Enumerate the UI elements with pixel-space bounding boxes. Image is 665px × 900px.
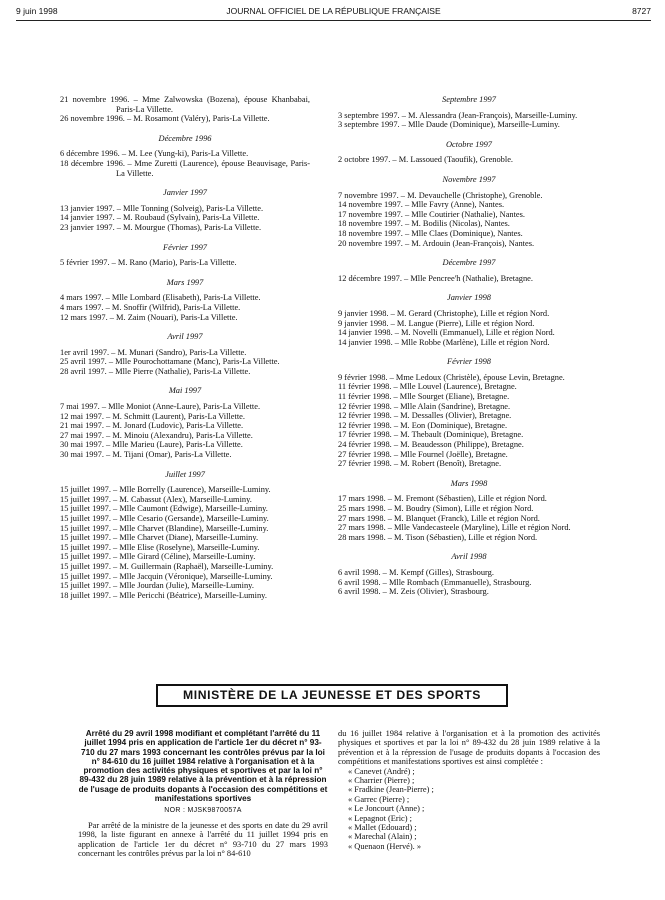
list-entry: 13 janvier 1997. – Mlle Tonning (Solveig), Paris-La Villette.	[60, 203, 264, 213]
arrete-body-left: Par arrêté de la ministre de la jeunesse et des sports en date du 29 avril 1998, la liste figurant en annexe à l'arrêté du 11 juillet 1994 pris en application de l'article 1er du décret n° 93-710 du 27 mars 1993 concernant les contrôles prévus par la loi n° 84-610	[78, 820, 328, 858]
list-entry: 30 mai 1997. – Mlle Marieu (Laure), Paris-La Villette.	[60, 440, 243, 450]
list-entry: 15 juillet 1997. – Mlle Borrelly (Laurence), Marseille-Luminy.	[60, 485, 271, 495]
list-entry: 7 mai 1997. – Mlle Moniot (Anne-Laure), Paris-La Villette.	[60, 402, 261, 412]
list-entry: 25 avril 1997. – Mlle Pourochottamane (Manc), Paris-La Villette.	[60, 357, 280, 367]
header-journal-title: JOURNAL OFFICIEL DE LA RÉPUBLIQUE FRANÇAISE	[226, 6, 441, 16]
list-entry: 15 juillet 1997. – Mlle Charvet (Diane), Marseille-Luminy.	[60, 533, 259, 543]
list-entry: 30 mai 1997. – M. Tijani (Omar), Paris-La Villette.	[60, 450, 232, 460]
month-heading: Février 1997	[163, 242, 207, 252]
list-entry: 6 avril 1998. – Mlle Rombach (Emmanuelle), Strasbourg.	[338, 577, 532, 587]
list-entry: 6 décembre 1996. – M. Lee (Yung-ki), Paris-La Villette.	[60, 149, 249, 159]
list-entry: 15 juillet 1997. – Mlle Jacquin (Véronique), Marseille-Luminy.	[60, 571, 273, 581]
list-entry: 24 février 1998. – M. Beaudesson (Philippe), Bretagne.	[338, 440, 524, 450]
list-entry: 3 septembre 1997. – Mlle Daude (Dominique), Marseille-Luminy.	[338, 120, 560, 130]
list-entry: 14 janvier 1998. – M. Novelli (Emmanuel), Lille et région Nord.	[338, 328, 555, 338]
list-entry: 17 mars 1998. – M. Fremont (Sébastien), Lille et région Nord.	[338, 494, 547, 504]
month-heading: Janvier 1998	[447, 293, 491, 303]
month-heading: Mars 1997	[166, 277, 204, 287]
arrete-list-item: « Canevet (André) ;	[348, 766, 415, 776]
list-entry: 3 septembre 1997. – M. Alessandra (Jean-François), Marseille-Luminy.	[338, 110, 578, 120]
list-entry: 17 février 1998. – M. Thebault (Dominique), Bretagne.	[338, 430, 524, 440]
list-entry: 28 avril 1997. – Mlle Pierre (Nathalie), Paris-La Villette.	[60, 366, 251, 376]
list-entry: 4 mars 1997. – Mlle Lombard (Elisabeth), Paris-La Villette.	[60, 293, 261, 303]
arrete-list-item: « Mallet (Edouard) ;	[348, 823, 417, 833]
arrete-left-block	[78, 729, 328, 858]
list-entry: 12 décembre 1997. – Mlle Pencree'h (Nathalie), Bretagne.	[338, 273, 533, 283]
list-entry: 18 novembre 1997. – M. Bodilis (Nicolas), Nantes.	[338, 219, 510, 229]
month-heading: Avril 1998	[451, 552, 487, 562]
month-heading: Février 1998	[447, 357, 491, 367]
list-entry: 18 décembre 1996. – Mme Zuretti (Laurence), épouse Beauvisage, Paris-La Villette.	[60, 158, 310, 178]
list-entry: 25 mars 1998. – M. Boudry (Simon), Lille et région Nord.	[338, 504, 534, 513]
list-entry: 9 février 1998. – Mme Ledoux (Christèle), épouse Levin, Bretagne.	[338, 372, 565, 382]
list-entry: 14 janvier 1997. – M. Roubaud (Sylvain), Paris-La Villette.	[60, 213, 260, 223]
list-entry: 15 juillet 1997. – M. Cabassut (Alex), Marseille-Luminy.	[60, 494, 252, 504]
list-entry: 23 janvier 1997. – M. Mourgue (Thomas), Paris-La Villette.	[60, 222, 262, 232]
month-heading: Décembre 1996	[158, 133, 212, 143]
list-entry: 15 juillet 1997. – Mlle Jourdan (Julie), Marseille-Luminy.	[60, 581, 254, 591]
right-column	[338, 95, 600, 597]
list-entry: 11 février 1998. – Mlle Sourget (Eliane), Bretagne.	[338, 392, 510, 402]
month-heading: Juillet 1997	[165, 469, 205, 479]
header-date: 9 juin 1998	[16, 6, 58, 16]
list-entry: 15 juillet 1997. – Mlle Caumont (Edwige), Marseille-Luminy.	[60, 504, 268, 514]
month-heading: Mars 1998	[450, 478, 488, 488]
list-entry: 27 mars 1998. – M. Blanquet (Franck), Lille et région Nord.	[338, 513, 540, 523]
list-entry: 15 juillet 1997. – M. Guillermain (Raphaël), Marseille-Luminy.	[60, 561, 274, 571]
header-page-number: 8727	[632, 6, 651, 16]
list-entry: 14 janvier 1998. – Mlle Robbe (Marlène), Lille et région Nord.	[338, 337, 550, 347]
month-heading: Octobre 1997	[446, 139, 492, 149]
arrete-list-item: « Lepagnot (Eric) ;	[348, 813, 412, 823]
arrete-title: Arrêté du 29 avril 1998 modifiant et complétant l'arrêté du 11 juillet 1994 pris en application de l'article 1er du décret n° 93-710 du 27 mars 1993 concernant les contrôles prévus par la loi n° 84-610 du 16 juillet 1984 relative à l'organisation et à la promotion des activités physiques et sportives et par la loi n° 89-432 du 28 juin 1989 relative à la prévention et à la répression de l'usage de produits dopants à l'occasion des compétitions et manifestations sportives	[78, 729, 328, 804]
month-heading: Avril 1997	[167, 332, 203, 342]
list-entry: 27 février 1998. – M. Robert (Benoît), Bretagne.	[338, 459, 502, 469]
page-header	[16, 6, 651, 20]
list-entry: 12 février 1998. – Mlle Alain (Sandrine), Bretagne.	[338, 401, 511, 411]
list-entry: 9 janvier 1998. – M. Langue (Pierre), Lille et région Nord.	[338, 318, 535, 328]
arrete-list-item: « Fradkine (Jean-Pierre) ;	[348, 785, 434, 795]
month-heading: Septembre 1997	[442, 95, 496, 104]
arrete-name-list	[338, 767, 600, 852]
header-rule	[16, 20, 651, 21]
month-heading: Janvier 1997	[163, 188, 207, 198]
list-entry: 5 février 1997. – M. Rano (Mario), Paris-La Villette.	[60, 258, 237, 268]
arrete-list-item: « Charrier (Pierre) ;	[348, 776, 415, 786]
arrete-right-block	[338, 729, 600, 851]
list-entry: 15 juillet 1997. – Mlle Cesario (Gersande), Marseille-Luminy.	[60, 514, 269, 523]
list-entry: 21 mai 1997. – M. Jonard (Ludovic), Paris-La Villette.	[60, 421, 244, 431]
list-entry: 15 juillet 1997. – Mlle Charvet (Blandine), Marseille-Luminy.	[60, 523, 269, 533]
list-entry: 12 février 1998. – M. Dessalles (Olivier), Bretagne.	[338, 411, 512, 421]
arrete-nor: NOR : MJSK9870057A	[164, 807, 242, 815]
list-entry: 15 juillet 1997. – Mlle Elise (Roselyne), Marseille-Luminy.	[60, 542, 260, 552]
arrete-list-item: « Le Joncourt (Anne) ;	[348, 804, 425, 814]
list-entry: 26 novembre 1996. – M. Rosamont (Valéry), Paris-La Villette.	[60, 114, 270, 124]
arrete-list-item: « Garrec (Pierre) ;	[348, 794, 410, 804]
list-entry: 1er avril 1997. – M. Munari (Sandro), Paris-La Villette.	[60, 347, 247, 357]
list-entry: 12 février 1998. – M. Eon (Dominique), Bretagne.	[338, 420, 508, 430]
list-entry: 6 avril 1998. – M. Kempf (Gilles), Strasbourg.	[338, 567, 494, 577]
list-entry: 28 mars 1998. – M. Tison (Sébastien), Lille et région Nord.	[338, 532, 538, 542]
arrete-list-item: « Quenaon (Hervé). »	[348, 841, 422, 851]
list-entry: 27 février 1998. – Mlle Fournel (Joëlle), Bretagne.	[338, 449, 508, 459]
arrete-list-item: « Marechal (Alain) ;	[348, 832, 417, 842]
month-heading: Décembre 1997	[442, 258, 496, 268]
list-entry: 18 juillet 1997. – Mlle Pericchi (Béatrice), Marseille-Luminy.	[60, 590, 267, 600]
month-heading: Mai 1997	[168, 386, 202, 396]
list-entry: 7 novembre 1997. – M. Devauchelle (Christophe), Grenoble.	[338, 190, 543, 200]
list-entry: 21 novembre 1996. – Mme Zalwowska (Bozena), épouse Khanbabai, Paris-La Villette.	[60, 95, 310, 114]
month-heading: Novembre 1997	[442, 174, 496, 184]
list-entry: 4 mars 1997. – M. Snoffir (Wilfrid), Paris-La Villette.	[60, 302, 241, 312]
ministry-banner: MINISTÈRE DE LA JEUNESSE ET DES SPORTS	[156, 684, 508, 707]
list-entry: 9 janvier 1998. – M. Gerard (Christophe), Lille et région Nord.	[338, 308, 550, 318]
list-entry: 27 mai 1997. – M. Minoiu (Alexandru), Paris-La Villette.	[60, 430, 253, 440]
list-entry: 12 mars 1997. – M. Zaim (Nouari), Paris-La Villette.	[60, 312, 238, 322]
arrete-body-right: du 16 juillet 1984 relative à l'organisation et à la promotion des activités physiques et sportives et par la loi n° 89-432 du 28 juin 1989 relative à la prévention et à la répression de l'usage de produits dopants à l'occasion des compétitions et manifestations sportives est ainsi complétée :	[338, 729, 600, 767]
list-entry: 12 mai 1997. – M. Schmitt (Laurent), Paris-La Villette.	[60, 411, 245, 421]
left-column	[60, 95, 310, 600]
list-entry: 18 novembre 1997. – Mlle Claes (Dominique), Nantes.	[338, 228, 523, 238]
list-entry: 20 novembre 1997. – M. Ardouin (Jean-François), Nantes.	[338, 238, 535, 248]
list-entry: 2 octobre 1997. – M. Lassoued (Taoufik), Grenoble.	[338, 155, 514, 165]
list-entry: 11 février 1998. – Mlle Louvel (Laurence), Bretagne.	[338, 382, 517, 392]
list-entry: 27 mars 1998. – Mlle Vandecasteele (Maryline), Lille et région Nord.	[338, 523, 571, 533]
list-entry: 6 avril 1998. – M. Zeis (Olivier), Strasbourg.	[338, 587, 489, 597]
list-entry: 15 juillet 1997. – Mlle Girard (Céline), Marseille-Luminy.	[60, 552, 256, 562]
list-entry: 14 novembre 1997. – Mlle Favry (Anne), Nantes.	[338, 200, 505, 210]
list-entry: 17 novembre 1997. – Mlle Coutirier (Nathalie), Nantes.	[338, 209, 525, 219]
